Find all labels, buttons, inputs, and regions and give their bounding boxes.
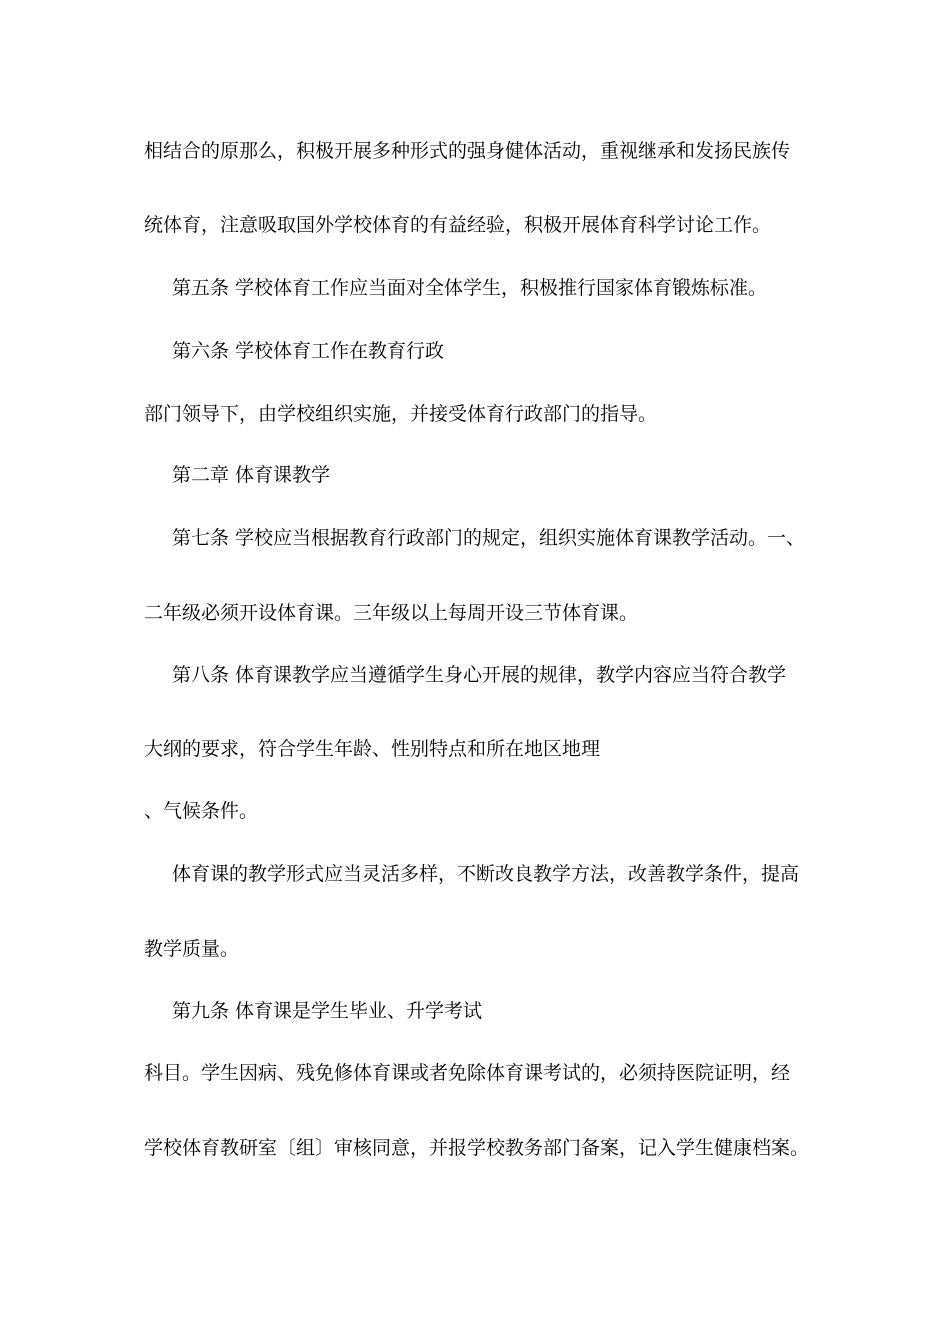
text-line-1: 相结合的原那么，积极开展多种形式的强身健体活动，重视继承和发扬民族传 — [144, 140, 791, 162]
paragraph-teaching-form: 体育课的教学形式应当灵活多样，不断改良教学方法，改善教学条件，提高 — [172, 863, 800, 885]
article-9-start: 第九条 体育课是学生毕业、升学考试 — [172, 1000, 483, 1022]
article-8-cont: 大纲的要求，符合学生年龄、性别特点和所在地区地理 — [144, 738, 601, 760]
article-7-cont: 二年级必须开设体育课。三年级以上每周开设三节体育课。 — [144, 602, 639, 624]
article-5: 第五条 学校体育工作应当面对全体学生，积极推行国家体育锻炼标准。 — [172, 277, 768, 299]
article-6-start: 第六条 学校体育工作在教育行政 — [172, 340, 445, 362]
article-9-end: 学校体育教研室〔组〕审核同意，并报学校教务部门备案，记入学生健康档案。 — [144, 1137, 810, 1159]
text-line-2: 统体育，注意吸取国外学校体育的有益经验，积极开展体育科学讨论工作。 — [144, 214, 772, 236]
article-6-cont: 部门领导下，由学校组织实施，并接受体育行政部门的指导。 — [144, 403, 658, 425]
paragraph-teaching-form-end: 教学质量。 — [144, 938, 240, 960]
article-8-start: 第八条 体育课教学应当遵循学生身心开展的规律，教学内容应当符合教学 — [172, 664, 787, 686]
article-8-end: 、气候条件。 — [144, 800, 259, 822]
article-7-start: 第七条 学校应当根据教育行政部门的规定，组织实施体育课教学活动。一、 — [172, 527, 806, 549]
chapter-2-heading: 第二章 体育课教学 — [172, 464, 331, 486]
article-9-cont: 科目。学生因病、残免修体育课或者免除体育课考试的，必须持医院证明，经 — [144, 1062, 791, 1084]
